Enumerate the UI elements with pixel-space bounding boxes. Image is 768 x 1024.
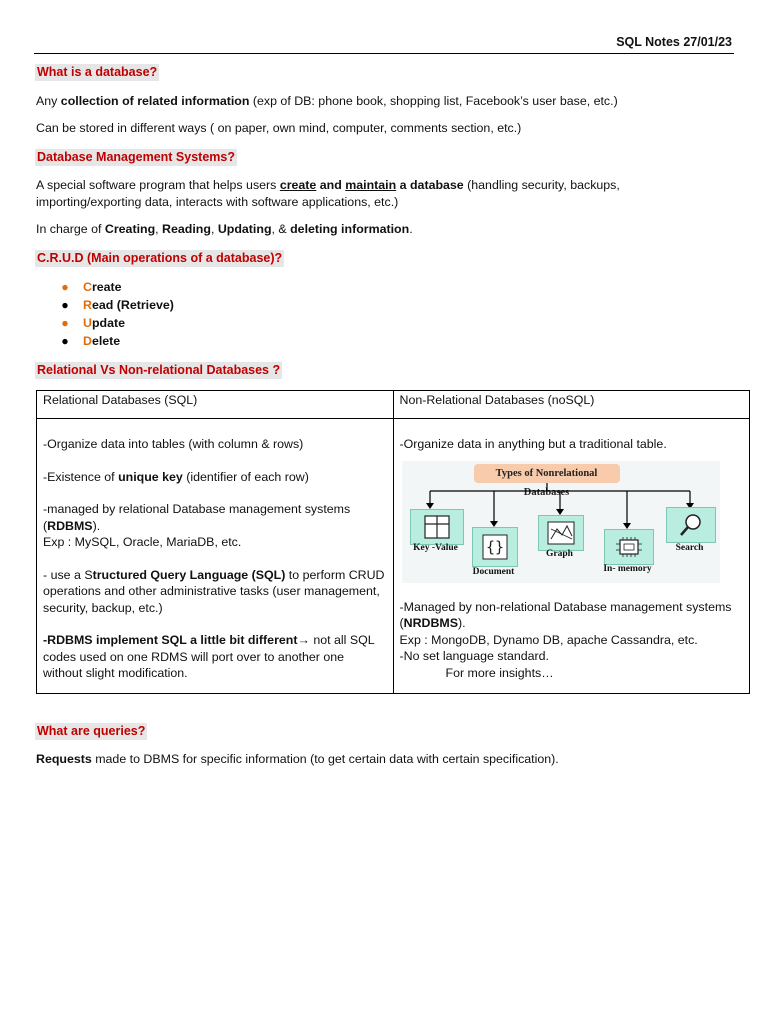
database-definition: Any collection of related information (exp of DB: phone book, shopping list, Facebook’s user base, etc.)	[36, 94, 618, 108]
list-item: ● Read (Retrieve)	[61, 298, 174, 312]
crud-list	[60, 278, 174, 350]
graph-chart-icon	[547, 521, 575, 545]
relational-rdbms: -managed by relational Database management systems (RDBMS). Exp : MySQL, Oracle, MariaDB, etc.	[43, 502, 351, 549]
diagram-title: Types of Nonrelational Databases	[474, 464, 620, 483]
heading-crud: C.R.U.D (Main operations of a database)?	[37, 251, 283, 265]
key-value-box	[410, 509, 464, 545]
page-header-title: SQL Notes 27/01/23	[616, 35, 732, 49]
nonrelational-organize: -Organize data in anything but a traditional table.	[399, 437, 667, 451]
label-key-value: Key -Value	[413, 542, 458, 553]
relational-sql-differences: -RDBMS implement SQL a little bit different→ not all SQL codes used on one RDMS will port over to another one without slight modification.	[43, 633, 375, 680]
relational-cell	[37, 419, 394, 694]
relational-tables: -Organize data into tables (with column & rows)	[43, 437, 304, 451]
table-grid-icon	[424, 515, 450, 539]
label-search: Search	[675, 542, 704, 553]
header-divider	[34, 53, 734, 54]
nonrelational-nrdbms: -Managed by non-relational Database management systems (NRDBMS). Exp : MongoDB, Dynamo DB, apache Cassandra, etc.	[399, 599, 732, 647]
label-in-memory: In- memory	[603, 563, 652, 574]
graph-box	[538, 515, 584, 551]
in-memory-box	[604, 529, 654, 565]
heading-dbms: Database Management Systems?	[37, 150, 235, 164]
heading-relational-vs-nonrelational: Relational Vs Non-relational Databases ?	[37, 363, 281, 377]
relational-sql: - use a Structured Query Language (SQL) to perform CRUD operations and other administrative tasks (user management, security, backup, etc.)	[43, 567, 385, 615]
list-item: ● Create	[61, 280, 122, 294]
label-graph: Graph	[546, 548, 573, 559]
nonrelational-cell	[393, 419, 750, 694]
memory-chip-icon	[615, 536, 643, 558]
relational-unique-key: -Existence of unique key (identifier of each row)	[43, 469, 309, 484]
list-item: ● Update	[61, 316, 125, 330]
bullet-icon: ●	[61, 334, 69, 348]
more-insights-link[interactable]: For more insights…	[445, 665, 554, 680]
bullet-icon: ●	[61, 298, 69, 312]
magnifier-icon	[678, 512, 704, 538]
search-box	[666, 507, 716, 543]
list-item: ● Delete	[61, 334, 121, 348]
bullet-icon: ●	[61, 316, 69, 330]
label-document: Document	[472, 566, 515, 577]
column-header-nonrelational: Non-Relational Databases (noSQL)	[393, 391, 750, 419]
column-header-relational: Relational Databases (SQL)	[37, 391, 394, 419]
queries-definition: Requests made to DBMS for specific information (to get certain data with certain specification).	[36, 752, 559, 766]
bullet-icon: ●	[61, 280, 69, 294]
heading-queries: What are queries?	[37, 724, 146, 738]
nonrelational-types-diagram	[402, 461, 720, 583]
nonrelational-no-standard: -No set language standard.	[399, 649, 549, 663]
dbms-definition: A special software program that helps users create and maintain a database (handling security, backups, importing/exporting data, interacts with software applications, etc.)	[36, 178, 620, 209]
comparison-table	[36, 390, 750, 694]
svg-text:{}: {}	[485, 537, 504, 556]
document-box	[472, 527, 518, 567]
heading-what-is-database: What is a database?	[37, 65, 158, 79]
database-storage-note: Can be stored in different ways ( on paper, own mind, computer, comments section, etc.)	[36, 121, 522, 135]
dbms-responsibilities: In charge of Creating, Reading, Updating, & deleting information.	[36, 222, 413, 236]
document-braces-icon	[482, 534, 508, 560]
